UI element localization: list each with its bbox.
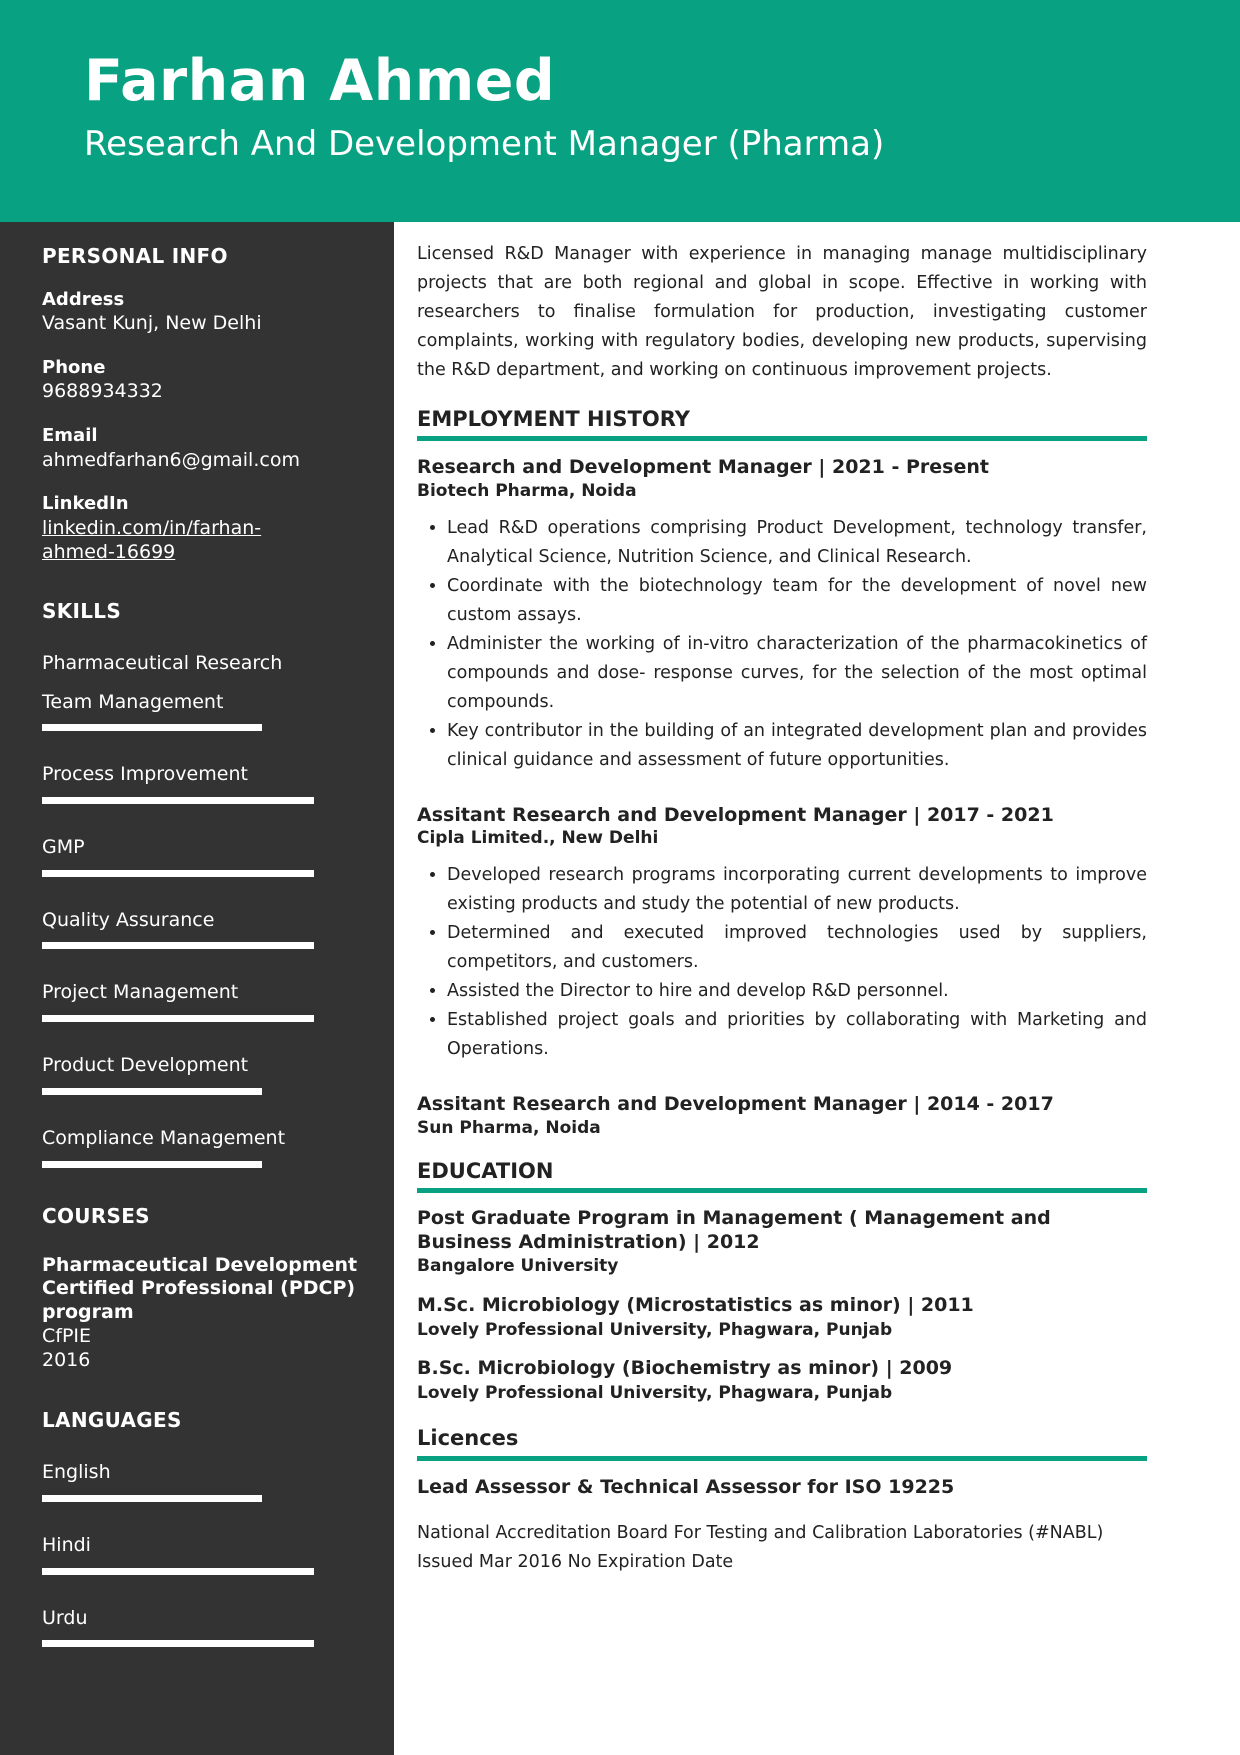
skill-name: Quality Assurance [42,908,215,931]
education-entry [417,1207,1147,1280]
language-item [42,1606,362,1648]
candidate-name: Farhan Ahmed [84,48,556,114]
language-item [42,1533,362,1575]
course-year: 2016 [42,1348,91,1371]
skill-level-bar [42,797,314,804]
personal-info-heading: PERSONAL INFO [42,244,228,268]
skill-name: Team Management [42,690,224,713]
job-bullets [417,514,1147,775]
licence-entry [417,1475,1147,1578]
skill-level-bar [42,1088,262,1095]
job-company: Cipla Limited., New Delhi [417,828,659,849]
skill-name: Product Development [42,1054,249,1077]
education-heading: EDUCATION [417,1159,1147,1193]
job-bullet: • Determined and executed improved technologies used by suppliers, competitors, and customers. [447,919,1147,977]
licences-heading: Licences [417,1426,1147,1460]
phone-label: Phone [42,357,106,379]
course-provider: CfPIE [42,1324,92,1347]
main-content [417,240,1147,1577]
education-entry [417,1294,1147,1343]
phone-block [42,356,362,404]
language-level-bar [42,1495,262,1502]
courses-heading: COURSES [42,1203,150,1228]
licence-title: Lead Assessor & Technical Assessor for ISO 19225 [417,1475,955,1498]
header-banner [0,0,1240,222]
language-level-bar [42,1640,314,1647]
job-company: Sun Pharma, Noida [417,1117,601,1138]
languages-heading: LANGUAGES [42,1408,182,1433]
linkedin-label: LinkedIn [42,493,129,515]
job-entry [417,1092,1147,1140]
sidebar [0,222,394,1755]
address-label: Address [42,289,125,310]
job-bullet: • Lead R&D operations comprising Product Development, technology transfer, Analytical Science, Nutrition Science, and Clinical Research. [447,514,1147,572]
job-bullet: • Developed research programs incorporating current developments to improve existing products and study the potential of new products. [447,861,1147,919]
linkedin-link-line1[interactable]: linkedin.com/in/farhan- [42,516,262,539]
skills-heading: SKILLS [42,599,122,623]
institution: Lovely Professional University, Phagwara, Punjab [417,1319,893,1340]
job-bullet: • Key contributor in the building of an integrated development plan and provides clinical guidance and assessment of future opportunities. [447,717,1147,775]
skill-item [42,908,362,950]
job-title: Assitant Research and Development Manager | 2017 - 2021 [417,803,1054,826]
skill-level-bar [42,942,314,949]
job-bullet: • Coordinate with the biotechnology team for the development of novel new custom assays. [447,572,1147,630]
address-block [42,288,362,336]
job-bullet: • Assisted the Director to hire and develop R&D personnel. [447,977,1147,1006]
address-value: Vasant Kunj, New Delhi [42,312,262,335]
education-entry [417,1357,1147,1406]
skill-level-bar [42,1015,314,1022]
job-bullet: • Established project goals and priorities by collaborating with Marketing and Operations. [447,1006,1147,1064]
course-title-line: Pharmaceutical Development [42,1253,358,1276]
skill-item [42,1053,362,1095]
job-bullet: • Administer the working of in-vitro characterization of the pharmacokinetics of compounds and dose- response curves, for the selection of the most optimal compounds. [447,630,1147,717]
job-bullets [417,861,1147,1064]
licence-issuer: National Accreditation Board For Testing and Calibration Laboratories (#NABL) [417,1523,1104,1544]
language-item [42,1460,362,1502]
licence-issued: Issued Mar 2016 No Expiration Date [417,1552,734,1573]
skill-item [42,762,362,804]
sidebar-content [42,244,362,1647]
skill-level-bar [42,724,262,731]
job-entry [417,803,1147,1064]
linkedin-link-line2[interactable]: ahmed-16699 [42,541,176,564]
skill-item [42,690,362,732]
email-label: Email [42,425,98,447]
language-name: English [42,1461,111,1484]
skill-name: GMP [42,836,85,859]
job-title: Assitant Research and Development Manager | 2014 - 2017 [417,1093,1054,1116]
degree-title: M.Sc. Microbiology (Microstatistics as minor) | 2011 [417,1293,974,1316]
skill-item [42,980,362,1022]
linkedin-block [42,492,362,565]
email-value: ahmedfarhan6@gmail.com [42,448,300,471]
course-item [42,1254,362,1373]
degree-title: B.Sc. Microbiology (Biochemistry as minor) | 2009 [417,1357,953,1380]
language-name: Urdu [42,1606,88,1629]
skill-item [42,1126,362,1168]
skill-name: Compliance Management [42,1126,286,1149]
language-level-bar [42,1568,314,1575]
profile-summary: Licensed R&D Manager with experience in managing manage multidisciplinary projects that are both regional and global in scope. Effective in working with researchers to finalise formulation for production, investigating customer complaints, working with regulatory bodies, developing new products, supervising the R&D department, and working on continuous improvement projects. [417,244,1147,380]
job-title: Research and Development Manager | 2021 - Present [417,456,989,479]
institution: Bangalore University [417,1256,619,1277]
skill-name: Pharmaceutical Research [42,652,283,674]
skill-level-bar [42,870,314,877]
job-company: Biotech Pharma, Noida [417,480,637,501]
skill-level-bar [42,1161,262,1168]
skill-name: Process Improvement [42,763,248,786]
job-entry [417,455,1147,774]
institution: Lovely Professional University, Phagwara, Punjab [417,1382,893,1403]
job-title-heading: Research And Development Manager (Pharma) [84,124,885,164]
skill-item [42,835,362,877]
course-title-line: program [42,1301,134,1323]
phone-value: 9688934332 [42,380,163,403]
language-name: Hindi [42,1533,91,1556]
skill-item [42,651,362,676]
email-block [42,424,362,472]
skill-name: Project Management [42,981,239,1004]
course-title-line: Certified Professional (PDCP) [42,1277,356,1300]
employment-history-heading: EMPLOYMENT HISTORY [417,407,1147,441]
degree-title: Post Graduate Program in Management ( Management and Business Administration) | 2012 [417,1206,1051,1253]
